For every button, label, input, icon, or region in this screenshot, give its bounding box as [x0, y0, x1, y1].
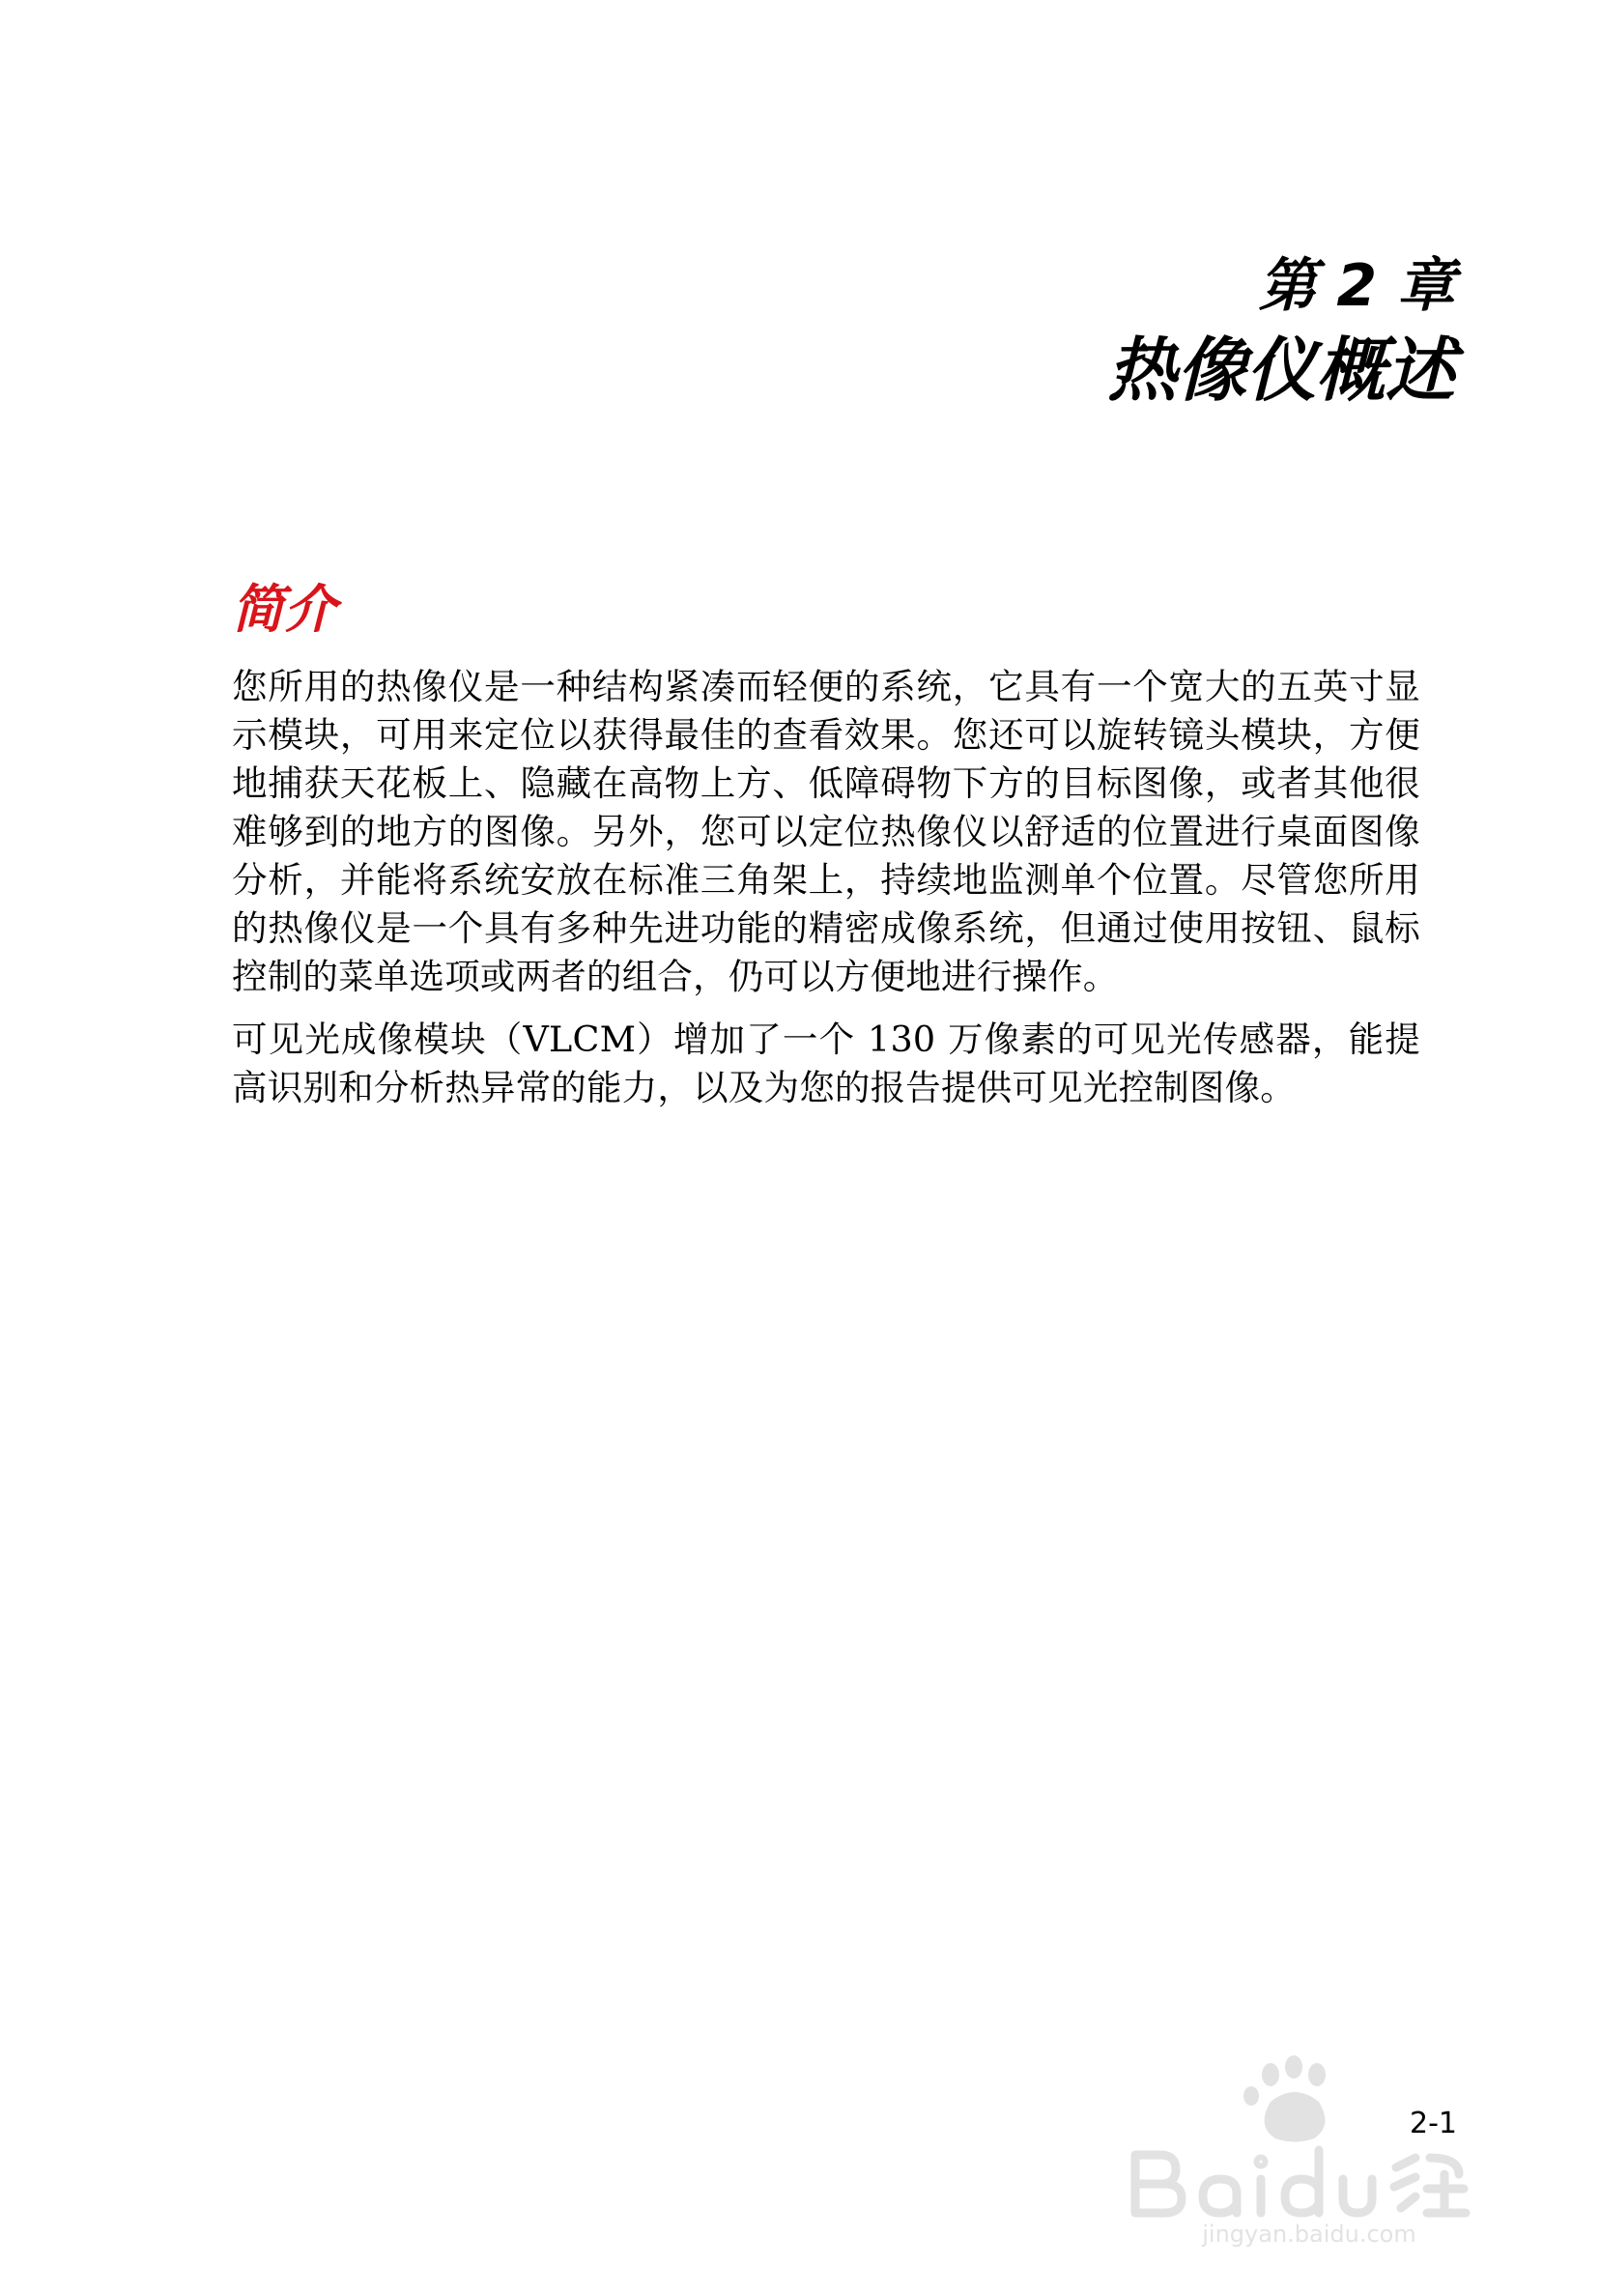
chapter-title: 热像仪概述 — [1106, 330, 1455, 411]
paragraph-vlcm: 可见光成像模块（VLCM）增加了一个 130 万像素的可见光传感器，能提高识别和分析热异常的能力，以及为您的报告提供可见光控制图像。 — [232, 1019, 1420, 1108]
paragraph-intro: 您所用的热像仪是一种结构紧凑而轻便的系统，它具有一个宽大的五英寸显示模块，可用来定位以获得最佳的查看效果。您还可以旋转镜头模块，方便地捕获天花板上、隐藏在高物上方、低障碍物下方的目标图像，或者其他很难够到的地方的图像。另外，您可以定位热像仪以舒适的位置进行桌面图像分析，并能将系统安放在标准三角架上，持续地监测单个位置。尽管您所用的热像仪是一个具有多种先进功能的精密成像系统，但通过使用按钮、鼠标控制的菜单选项或两者的组合，仍可以方便地进行操作。 — [232, 666, 1420, 997]
baidu-jingyan-watermark — [1126, 2053, 1502, 2247]
chapter-number: 第 2 章 — [1258, 252, 1455, 320]
section-title: 简介 — [232, 579, 336, 640]
watermark-url: jingyan.baidu.com — [1202, 2221, 1416, 2247]
baidu-paw-logo-icon — [1126, 2053, 1502, 2247]
page-number: 2-1 — [1410, 2107, 1457, 2140]
body-text — [232, 663, 1420, 1127]
chapter-heading — [1107, 246, 1455, 415]
